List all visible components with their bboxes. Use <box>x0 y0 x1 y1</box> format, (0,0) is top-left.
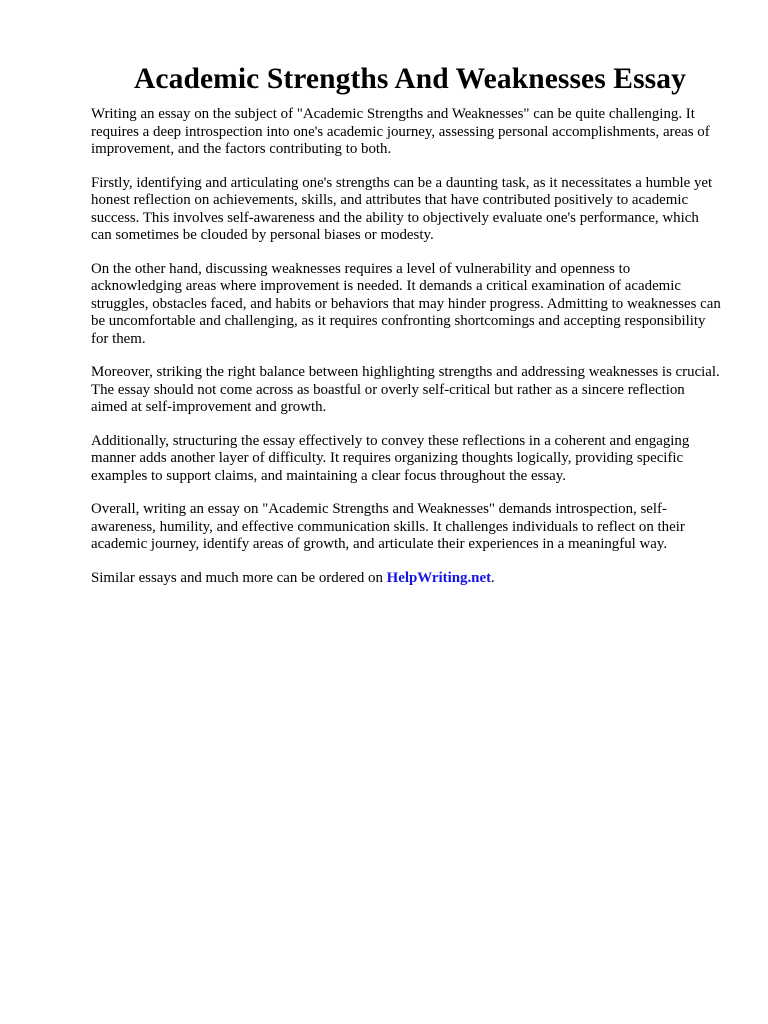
helpwriting-link[interactable]: HelpWriting.net <box>386 569 492 586</box>
paragraph-strengths: Firstly, identifying and articulating one's strengths can be a daunting task, as it necessitates a humble yet honest reflection on achievements, skills, and attributes that have contributed positively to academic success. This involves self-awareness and the ability to objectively evaluate one's performance, which can sometimes be clouded by personal biases or modesty. <box>91 174 713 243</box>
paragraph-intro: Writing an essay on the subject of "Academic Strengths and Weaknesses" can be quite challenging. It requires a deep introspection into one's academic journey, assessing personal accomplishments, areas of improvement, and the factors contributing to both. <box>91 106 710 157</box>
closing-suffix: . <box>491 569 495 586</box>
paragraph-balance: Moreover, striking the right balance between highlighting strengths and addressing weaknesses is crucial. The essay should not come across as boastful or overly self-critical but rather as a sincere reflection aimed at self-improvement and growth. <box>91 364 720 415</box>
paragraph-weaknesses: On the other hand, discussing weaknesses requires a level of vulnerability and openness to acknowledging areas where improvement is needed. It demands a critical examination of academic struggles, obstacles faced, and habits or behaviors that may hinder progress. Admitting to weaknesses can be uncomfortable and challenging, as it requires confronting shortcomings and accepting responsibility for them. <box>91 260 721 347</box>
page-title: Academic Strengths And Weaknesses Essay <box>134 63 686 95</box>
paragraph-conclusion: Overall, writing an essay on "Academic Strengths and Weaknesses" demands introspection, self-awareness, humility, and effective communication skills. It challenges individuals to reflect on their academic journey, identify areas of growth, and articulate their experiences in a meaningful way. <box>91 501 685 552</box>
closing-text: Similar essays and much more can be ordered on <box>91 569 387 586</box>
essay-body <box>91 106 721 603</box>
closing-line <box>91 570 721 588</box>
paragraph-structure: Additionally, structuring the essay effectively to convey these reflections in a coherent and engaging manner adds another layer of difficulty. It requires organizing thoughts logically, providing specific examples to support claims, and maintaining a clear focus throughout the essay. <box>91 432 690 484</box>
